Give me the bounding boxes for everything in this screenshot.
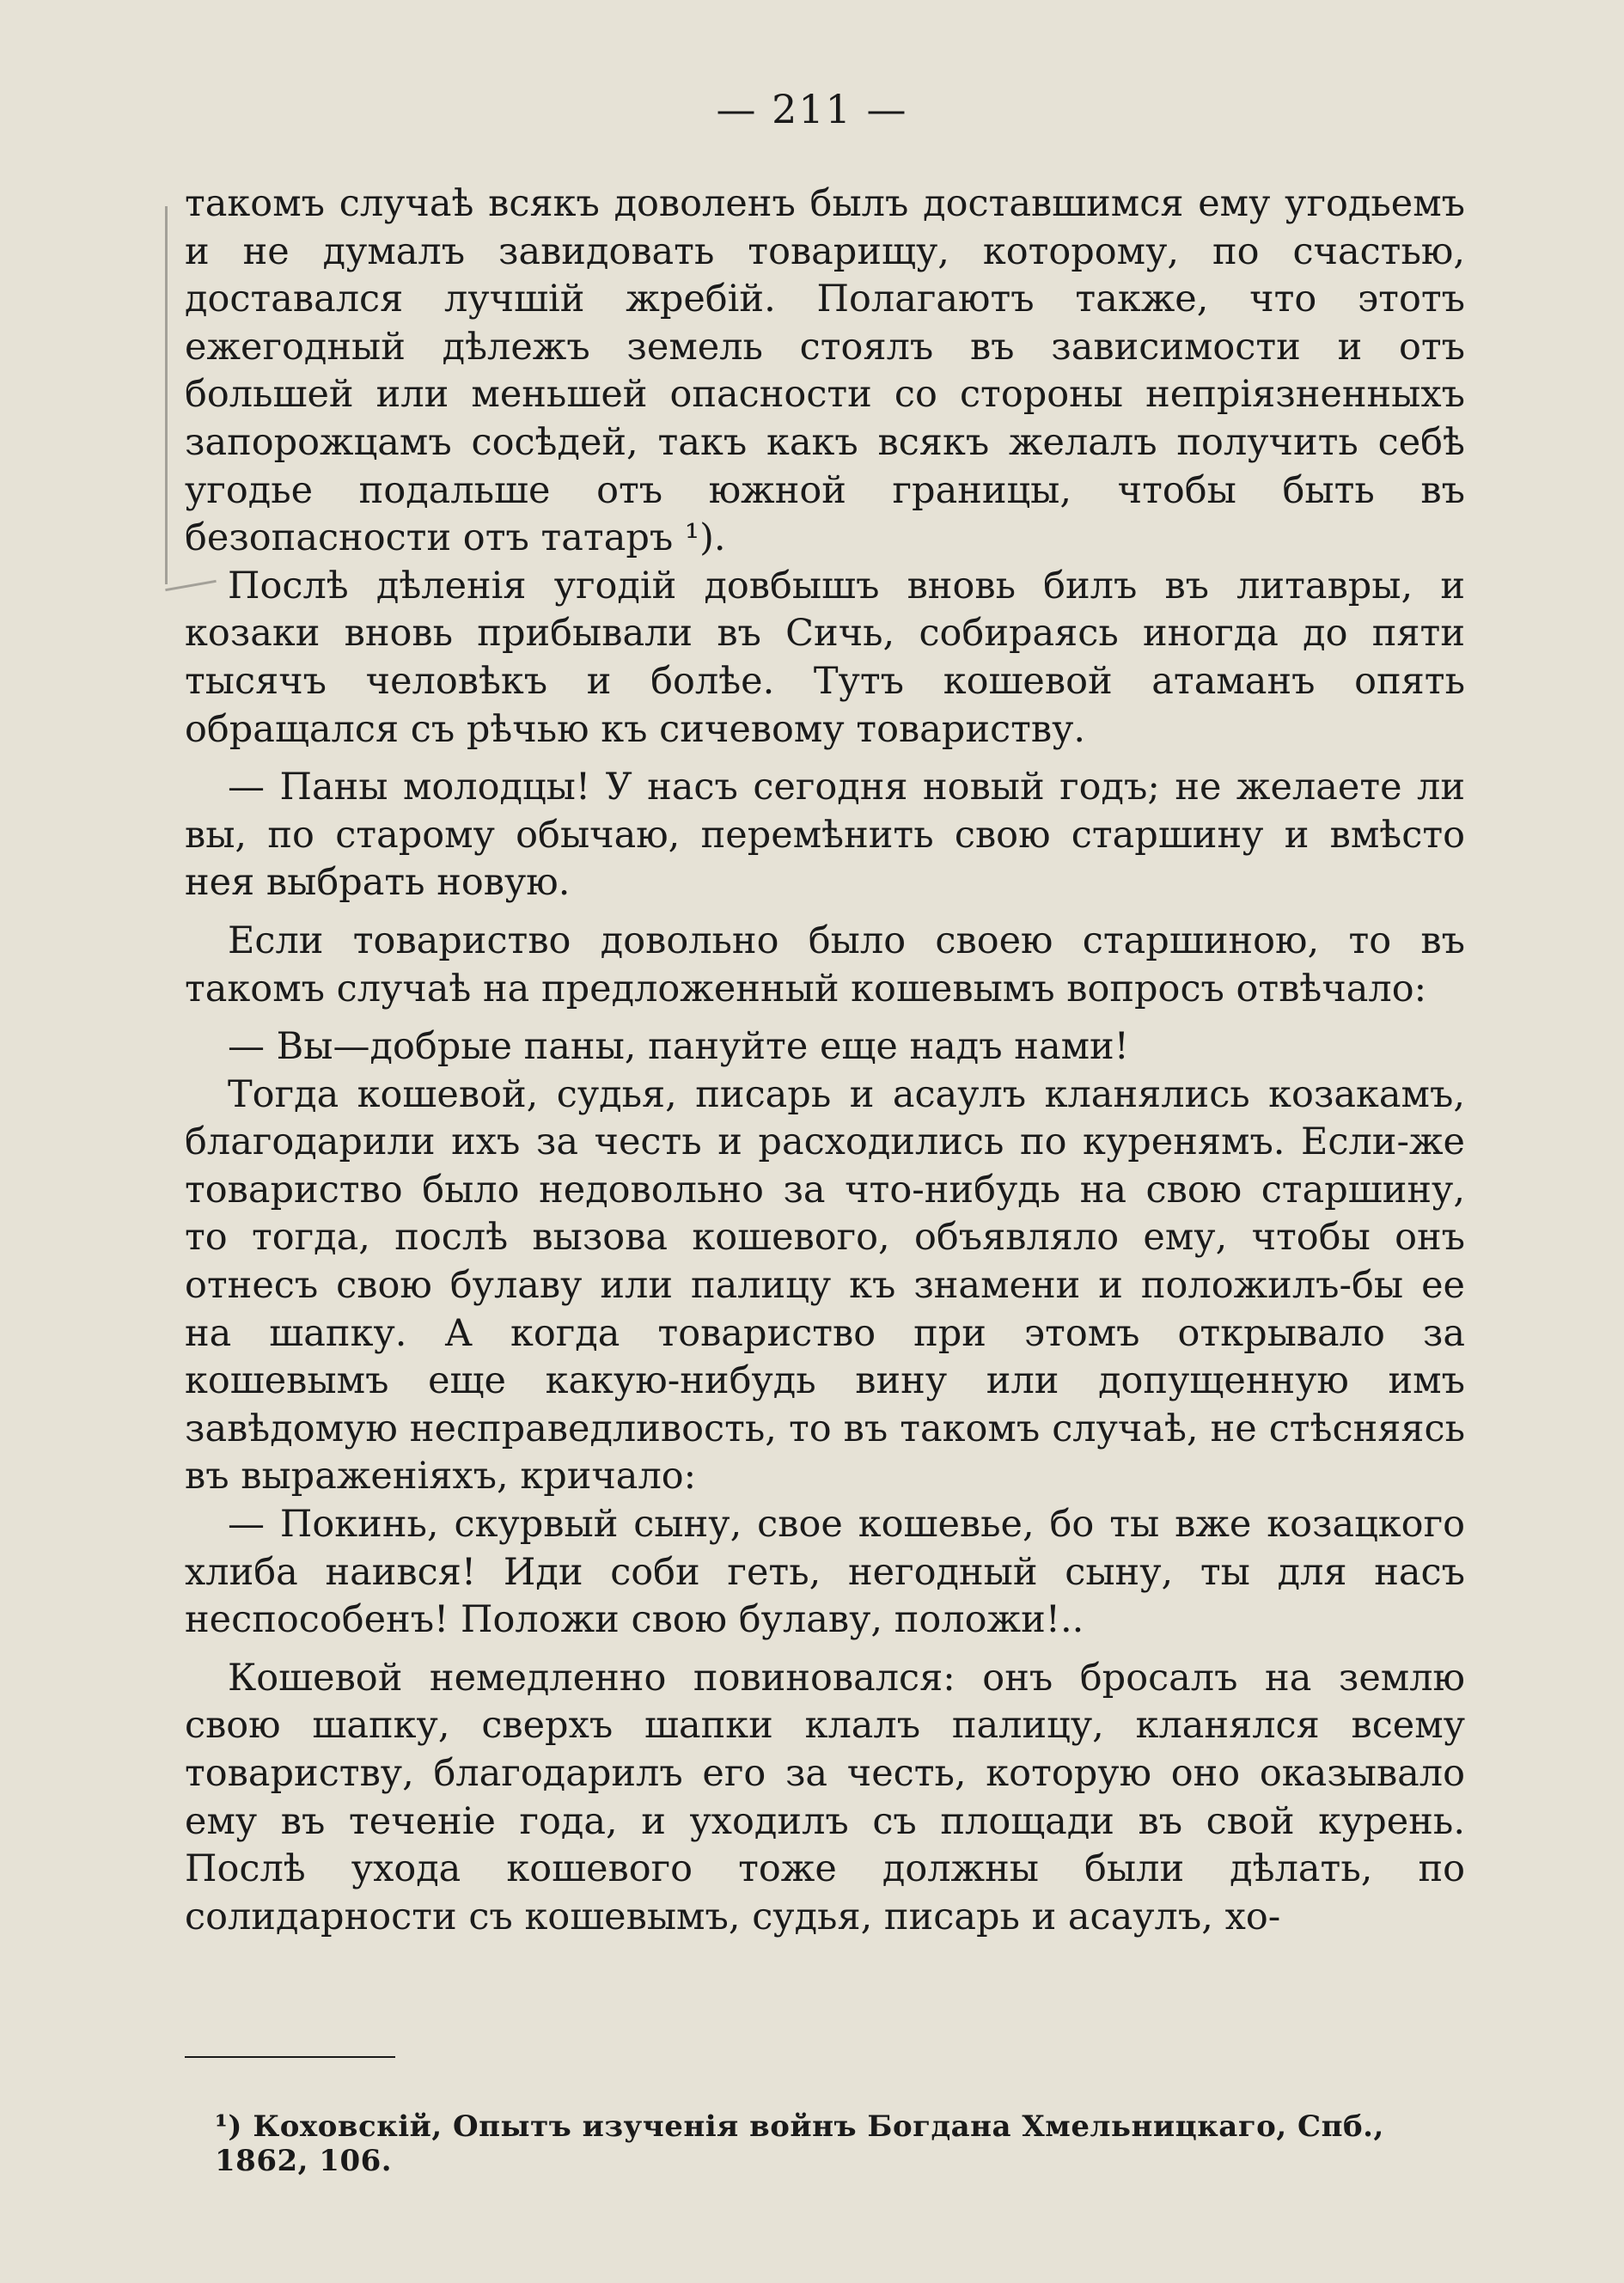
paragraph: Послѣ дѣленія угодій довбышъ вновь билъ въ литавры, и козаки вновь прибывали въ Сичь, собираясь иногда до пяти тысячъ человѣкъ и болѣе. Тутъ кошевой атаманъ опять обращался съ рѣчью къ сичевому товариству. bbox=[185, 564, 1465, 751]
footnote-divider bbox=[185, 2056, 395, 2058]
speech-paragraph: — Покинь, скурвый сыну, свое кошевье, бо ты вже козацкого хлиба наився! Иди соби геть, негодный сыну, ты для насъ неспособенъ! Положи свою булаву, положи!.. bbox=[185, 1503, 1465, 1642]
footnote: ¹) Коховскій, Опытъ изученія войнъ Богдана Хмельницкаго, Спб., 1862, 106. bbox=[215, 2109, 1384, 2178]
paragraph: Тогда кошевой, судья, писарь и асаулъ кланялись козакамъ, благодарили ихъ за честь и расходились по куренямъ. Если-же товариство было недовольно за что-нибудь на свою старшину, то тогда, послѣ вызова кошевого, объявляло ему, чтобы онъ отнесъ свою булаву или палицу къ знамени и положилъ-бы ее на шапку. А когда товариство при этомъ открывало за кошевымъ еще какую-нибудь вину или допущенную имъ завѣдомую несправедливость, то въ такомъ случаѣ, не стѣсняясь въ выраженіяхъ, кричало: bbox=[185, 1072, 1465, 1499]
paragraph: Если товариство довольно было своею старшиною, то въ такомъ случаѣ на предложенный кошевымъ вопросъ отвѣчало: bbox=[185, 919, 1465, 1010]
pencil-margin-mark bbox=[165, 206, 168, 584]
paragraph: Кошевой немедленно повиновался: онъ бросалъ на землю свою шапку, сверхъ шапки клалъ палицу, кланялся всему товариству, благодарилъ его за честь, которую оно оказывало ему въ теченіе года, и уходилъ съ площади въ свой курень. Послѣ ухода кошевого тоже должны были дѣлать, по солидарности съ кошевымъ, судья, писарь и асаулъ, хо- bbox=[185, 1656, 1465, 1938]
body-text bbox=[185, 180, 1465, 1941]
speech-paragraph: — Вы—добрые паны, пануйте еще надъ нами! bbox=[228, 1025, 1129, 1069]
paragraph-continuation: такомъ случаѣ всякъ доволенъ былъ доставшимся ему угодьемъ и не думалъ завидовать товарищу, которому, по счастью, доставался лучшій жребій. Полагаютъ также, что этотъ ежегодный дѣлежъ земель стоялъ въ зависимости и отъ большей или меньшей опасности со стороны непріязненныхъ запорожцамъ сосѣдей, такъ какъ всякъ желалъ получить себѣ угодье подальше отъ южной границы, чтобы быть въ безопасности отъ татаръ ¹). bbox=[185, 182, 1465, 560]
speech-paragraph: — Паны молодцы! У насъ сегодня новый годъ; не желаете ли вы, по старому обычаю, перемѣнить свою старшину и вмѣсто нея выбрать новую. bbox=[185, 766, 1465, 905]
page-number: — 211 — bbox=[716, 86, 908, 132]
